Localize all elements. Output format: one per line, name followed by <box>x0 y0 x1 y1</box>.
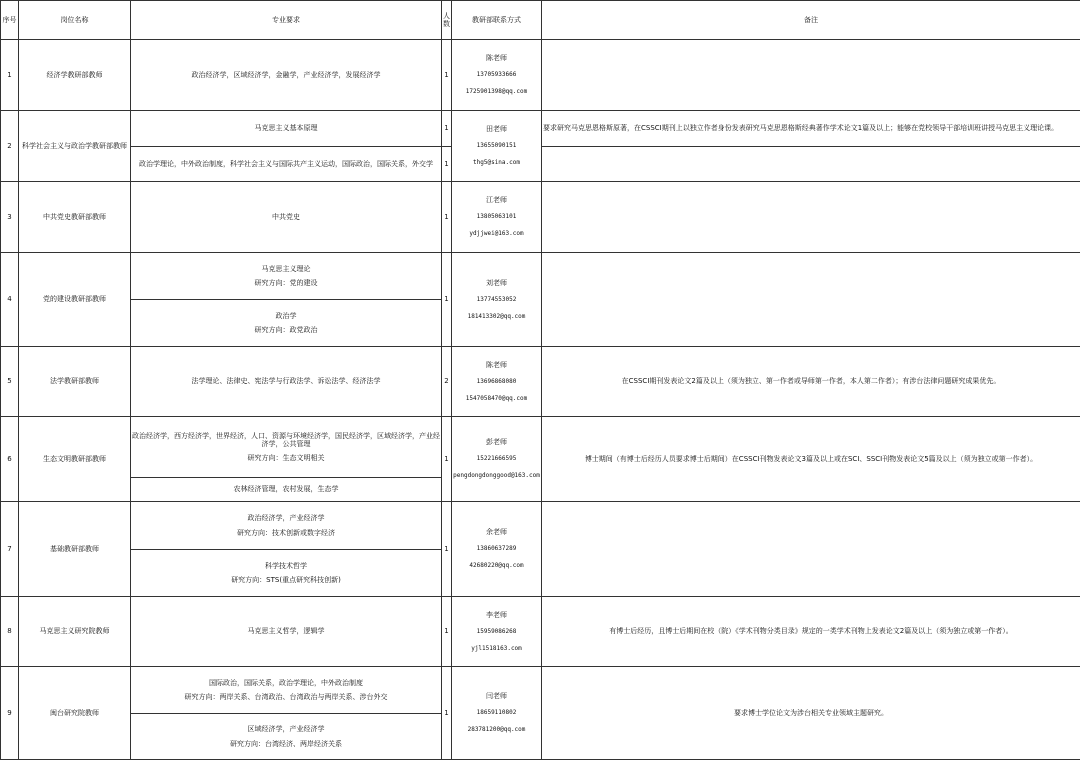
contact-name: 余老师 <box>486 528 507 537</box>
major-direction: 研究方向：政党政治 <box>254 326 318 334</box>
major-line: 科学技术哲学 <box>265 561 307 570</box>
contact-email: 283781200@qq.com <box>467 726 526 734</box>
remark-cell-empty <box>542 147 1080 182</box>
remark-cell: 要求研究马克思恩格斯原著，在CSSCI期刊上以独立作者身份发表研究马克思恩格斯经典著作学术论文1篇及以上；能够在党校领导干部培训班讲授马克思主义理论课。 <box>542 111 1080 147</box>
remark-cell <box>542 182 1080 253</box>
contact-name: 李老师 <box>486 610 507 619</box>
major-line: 马克思主义理论 <box>261 264 311 273</box>
contact-phone: 13805063101 <box>476 213 517 221</box>
remark-cell <box>542 40 1080 111</box>
contact-cell <box>452 40 542 111</box>
major-direction: 研究方向：技术创新或数字经济 <box>237 528 335 537</box>
major-cell: 政治经济学，区域经济学，金融学，产业经济学，发展经济学 <box>131 40 442 111</box>
contact-cell <box>452 111 542 182</box>
major-cell <box>131 300 442 347</box>
contact-phone: 13860637289 <box>476 545 517 553</box>
header-count: 人数 <box>442 1 452 40</box>
contact-email: thg5@sina.com <box>473 159 520 167</box>
table-row <box>1 182 1080 253</box>
contact-email: pengdongdonggood@163.com <box>453 472 540 480</box>
major-cell: 马克思主义哲学，逻辑学 <box>131 597 442 667</box>
contact-cell <box>452 417 542 502</box>
contact-name: 陈老师 <box>486 360 507 369</box>
contact-phone: 13774553052 <box>476 295 517 303</box>
header-remark: 备注 <box>542 1 1080 40</box>
remark-cell <box>542 253 1080 347</box>
major-line: 政治经济学，西方经济学，世界经济，人口、资源与环境经济学，国民经济学，区域经济学，产业经济学，公共管理 <box>132 431 440 448</box>
contact-email: 42680220@qq.com <box>469 562 524 570</box>
contact-name: 陈老师 <box>486 54 507 63</box>
remark-cell: 在CSSCI期刊发表论文2篇及以上（须为独立、第一作者或导师第一作者，本人第二作者）；有涉台法律问题研究成果优先。 <box>542 347 1080 417</box>
contact-email: yjl1518163.com <box>471 644 522 652</box>
count-cell: 1 <box>442 253 452 347</box>
major-direction: 研究方向：台湾经济、两岸经济关系 <box>230 739 342 748</box>
contact-cell <box>452 182 542 253</box>
count-cell: 1 <box>442 182 452 253</box>
major-direction: 研究方向：STS(重点研究科技创新) <box>231 576 341 584</box>
seq-cell: 3 <box>1 182 19 253</box>
major-line: 区域经济学，产业经济学 <box>247 725 325 734</box>
contact-phone: 18659110802 <box>476 709 517 717</box>
major-cell: 政治学理论，中外政治制度，科学社会主义与国际共产主义运动，国际政治，国际关系，外交学 <box>131 147 442 182</box>
header-contact: 教研部联系方式 <box>452 1 542 40</box>
table-row <box>1 253 1080 300</box>
header-position: 岗位名称 <box>19 1 131 40</box>
contact-phone: 15221666595 <box>476 455 517 463</box>
position-cell: 法学教研部教师 <box>19 347 131 417</box>
seq-cell: 9 <box>1 667 19 760</box>
contact-email: 181413302@qq.com <box>467 312 526 320</box>
remark-cell <box>542 502 1080 597</box>
contact-phone: 15959086268 <box>476 627 517 635</box>
seq-cell: 5 <box>1 347 19 417</box>
seq-cell: 8 <box>1 597 19 667</box>
major-line: 政治经济学，产业经济学 <box>247 514 325 523</box>
table-row <box>1 40 1080 111</box>
contact-name: 刘老师 <box>486 278 507 287</box>
major-cell <box>131 502 442 550</box>
table-row <box>1 347 1080 417</box>
contact-name: 江老师 <box>486 196 507 205</box>
major-cell <box>131 667 442 714</box>
contact-email: ydjjwei@163.com <box>469 230 524 238</box>
position-cell: 马克思主义研究院教师 <box>19 597 131 667</box>
remark-cell: 有博士后经历，且博士后期间在校（院）《学术刊物分类目录》规定的一类学术刊物上发表论文2篇及以上（须为独立或第一作者）。 <box>542 597 1080 667</box>
position-cell: 基础教研部教师 <box>19 502 131 597</box>
table-row <box>1 111 1080 147</box>
count-cell: 1 <box>442 417 452 502</box>
table-row <box>1 502 1080 550</box>
contact-cell <box>452 347 542 417</box>
major-cell <box>131 550 442 597</box>
remark-cell: 要求博士学位论文为涉台相关专业领域主题研究。 <box>542 667 1080 760</box>
count-cell: 1 <box>442 147 452 182</box>
seq-cell: 2 <box>1 111 19 182</box>
remark-cell: 博士期间（有博士后经历人员要求博士后期间）在CSSCI刊物发表论文3篇及以上或在SCI、SSCI刊物发表论文5篇及以上（须为独立或第一作者）。 <box>542 417 1080 502</box>
count-cell: 2 <box>442 347 452 417</box>
major-cell <box>131 714 442 760</box>
major-cell: 中共党史 <box>131 182 442 253</box>
position-cell: 中共党史教研部教师 <box>19 182 131 253</box>
contact-cell <box>452 667 542 760</box>
table-row <box>1 667 1080 714</box>
position-cell: 党的建设教研部教师 <box>19 253 131 347</box>
major-line: 政治学 <box>275 311 297 320</box>
table-row <box>1 417 1080 478</box>
contact-phone: 13696868080 <box>476 377 517 385</box>
position-cell: 生态文明教研部教师 <box>19 417 131 502</box>
count-cell: 1 <box>442 597 452 667</box>
major-cell: 法学理论、法律史、宪法学与行政法学、诉讼法学、经济法学 <box>131 347 442 417</box>
contact-name: 彭老师 <box>486 438 507 447</box>
count-cell: 1 <box>442 667 452 760</box>
contact-cell <box>452 253 542 347</box>
contact-cell <box>452 597 542 667</box>
major-line: 国际政治，国际关系，政治学理论，中外政治制度 <box>209 678 363 687</box>
contact-email: 1725901398@qq.com <box>465 88 528 96</box>
contact-name: 田老师 <box>486 125 507 134</box>
contact-phone: 13655090151 <box>476 142 517 150</box>
contact-name: 闫老师 <box>486 692 507 701</box>
major-cell: 马克思主义基本原理 <box>131 111 442 147</box>
major-cell: 农林经济管理，农村发展，生态学 <box>131 478 442 502</box>
contact-phone: 13705933666 <box>476 71 517 79</box>
table-row <box>1 597 1080 667</box>
header-row <box>1 1 1080 40</box>
position-cell: 经济学教研部教师 <box>19 40 131 111</box>
position-cell: 闽台研究院教师 <box>19 667 131 760</box>
major-direction: 研究方向：两岸关系、台湾政治、台湾政治与两岸关系、涉台外交 <box>184 693 388 701</box>
major-cell <box>131 253 442 300</box>
seq-cell: 6 <box>1 417 19 502</box>
count-cell: 1 <box>442 111 452 147</box>
major-cell <box>131 417 442 478</box>
seq-cell: 1 <box>1 40 19 111</box>
header-major: 专业要求 <box>131 1 442 40</box>
header-seq: 序号 <box>1 1 19 40</box>
contact-cell <box>452 502 542 597</box>
contact-email: 1547058470@qq.com <box>465 394 528 402</box>
seq-cell: 4 <box>1 253 19 347</box>
count-cell: 1 <box>442 40 452 111</box>
seq-cell: 7 <box>1 502 19 597</box>
major-direction: 研究方向：生态文明相关 <box>247 454 325 463</box>
count-cell: 1 <box>442 502 452 597</box>
position-cell: 科学社会主义与政治学教研部教师 <box>19 111 131 182</box>
major-direction: 研究方向：党的建设 <box>254 279 318 287</box>
